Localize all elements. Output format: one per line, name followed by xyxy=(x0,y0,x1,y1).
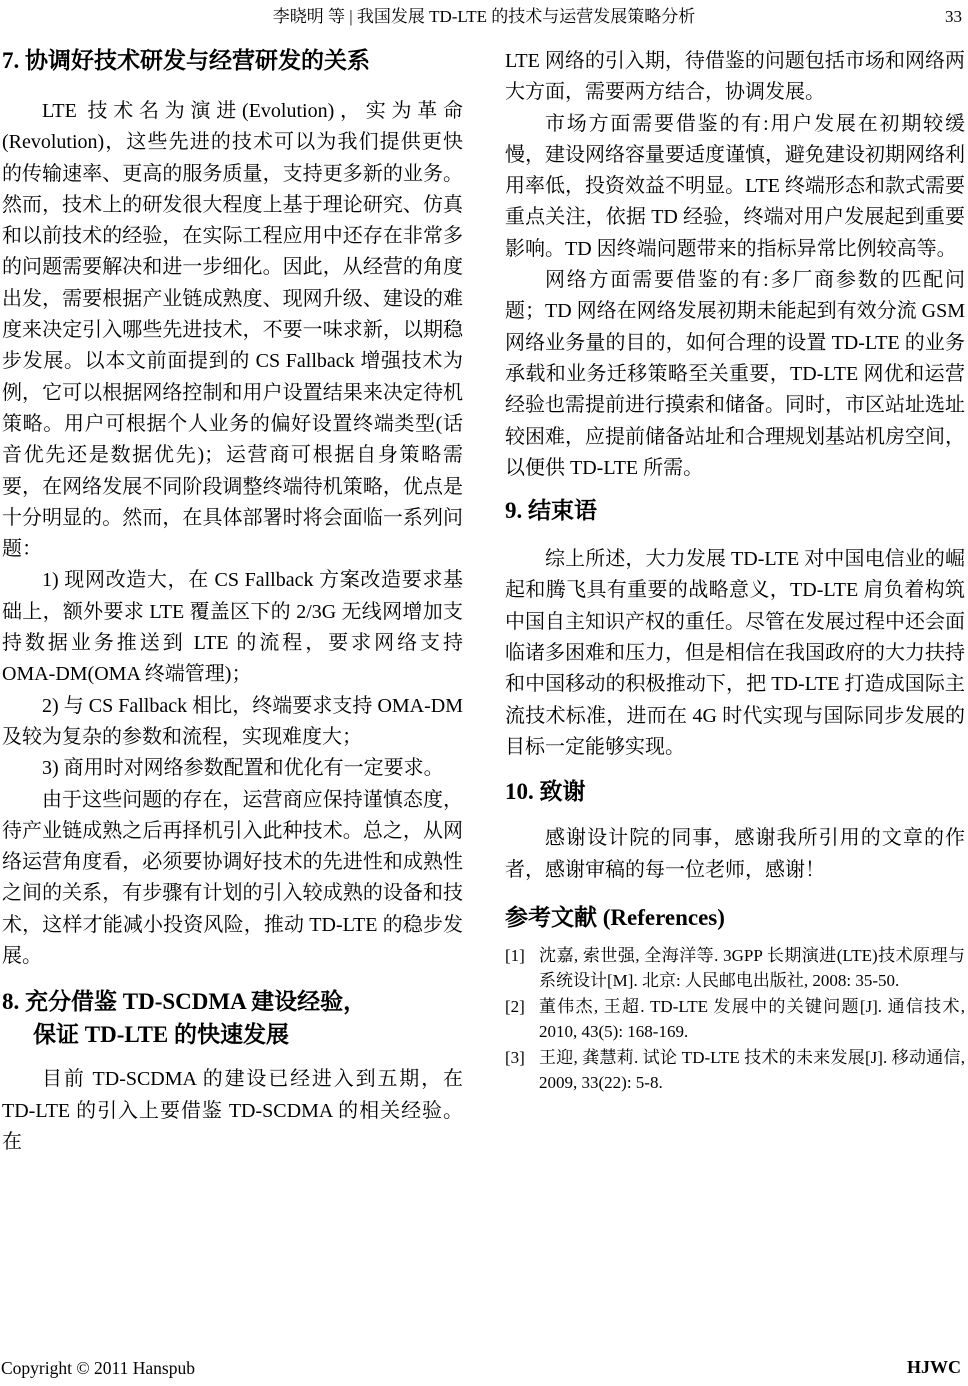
references-heading: 参考文献 (References) xyxy=(505,904,725,930)
section-9-paragraph: 综上所述，大力发展 TD-LTE 对中国电信业的崛起和腾飞具有重要的战略意义，TD-LTE 肩负着构筑中国自主知识产权的重任。尽管在发展过程中还会面临诸多困难和压力，但是相信在我国政府的大力扶持和中国移动的积极推动下，把 TD-LTE 打造成国际主流技术标准，进而在 4G 时代实现与国际同步发展的目标一定能够实现。 xyxy=(505,548,965,758)
reference-text: 王迎, 龚慧莉. 试论 TD-LTE 技术的未来发展[J]. 移动通信, 2009, 33(22): 5-8. xyxy=(539,1047,965,1093)
page-number: 33 xyxy=(945,7,962,26)
reference-item xyxy=(505,994,965,1045)
reference-label: [2] xyxy=(505,996,525,1016)
section-8-paragraph-continued: LTE 网络的引入期，待借鉴的问题包括市场和网络两大方面，需要两方结合，协调发展。 xyxy=(505,50,965,104)
section-9-heading: 9. 结束语 xyxy=(505,498,597,524)
section-10-heading: 10. 致谢 xyxy=(505,779,586,805)
reference-label: [1] xyxy=(505,945,525,965)
reference-item xyxy=(505,1045,965,1096)
section-10-paragraph: 感谢设计院的同事，感谢我所引用的文章的作者，感谢审稿的每一位老师，感谢！ xyxy=(505,827,965,881)
section-7-heading: 7. 协调好技术研发与经营研发的关系 xyxy=(2,48,370,73)
section-7-list-item-2: 2) 与 CS Fallback 相比，终端要求支持 OMA-DM 及较为复杂的参数和流程，实现难度大； xyxy=(2,694,463,748)
section-7-paragraph: LTE 技术名为演进(Evolution)，实为革命(Revolution)，这些先进的技术可以为我们提供更快的传输速率、更高的服务质量，支持更多新的业务。然而，技术上的研发很大程度上基于理论研究、仿真和以前技术的经验，在实际工程应用中还存在非常多的问题需要解决和进一步细化。因此，从经营的角度出发，需要根据产业链成熟度、现网升级、建设的难度来决定引入哪些先进技术，不要一味求新，以期稳步发展。以本文前面提到的 CS Fallback 增强技术为例，它可以根据网络控制和用户设置结果来决定待机策略。用户可根据个人业务的偏好设置终端类型(话音优先还是数据优先)；运营商可根据自身策略需要，在网络发展不同阶段调整终端待机策略，优点是十分明显的。然而，在具体部署时将会面临一系列问题： xyxy=(2,100,463,561)
section-8-paragraph: 市场方面需要借鉴的有:用户发展在初期较缓慢，建设网络容量要适度谨慎，避免建设初期网络利用率低，投资效益不明显。LTE 终端形态和款式需要重点关注，依据 TD 经验，终端对用户发展起到重要影响。TD 因终端问题带来的指标异常比例较高等。 xyxy=(505,112,965,260)
section-8-heading-line-1: 8. 充分借鉴 TD-SCDMA 建设经验， xyxy=(2,989,367,1015)
running-head-title: 李晓明 等 | 我国发展 TD-LTE 的技术与运营发展策略分析 xyxy=(272,7,696,26)
reference-label: [3] xyxy=(505,1047,525,1067)
section-7-paragraph: 由于这些问题的存在，运营商应保持谨慎态度，待产业链成熟之后再择机引入此种技术。总之，从网络运营角度看，必须要协调好技术的先进性和成熟性之间的关系，有步骤有计划的引入较成熟的设备和技术，这样才能减小投资风险，推动 TD-LTE 的稳步发展。 xyxy=(2,788,463,968)
left-column xyxy=(2,44,463,1158)
footer-copyright: Copyright © 2011 Hanspub xyxy=(1,1358,195,1378)
reference-item xyxy=(505,943,965,994)
section-8-paragraph: 网络方面需要借鉴的有:多厂商参数的匹配问题；TD 网络在网络发展初期未能起到有效分流 GSM 网络业务量的目的，如何合理的设置 TD-LTE 的业务承载和业务迁移策略至关重要，TD-LTE 网优和运营经验也需提前进行摸索和储备。同时，市区站址选址较困难，应提前储备站址和合理规划基站机房空间，以便供 TD-LTE 所需。 xyxy=(505,269,966,479)
section-8-heading-line-2: 保证 TD-LTE 的快速发展 xyxy=(33,1022,290,1048)
footer-journal-code: HJWC xyxy=(907,1357,961,1377)
section-7-list-item-3: 3) 商用时对网络参数配置和优化有一定要求。 xyxy=(42,757,444,780)
reference-text: 董伟杰, 王超. TD-LTE 发展中的关键问题[J]. 通信技术, 2010, 43(5): 168-169. xyxy=(539,996,965,1042)
section-8-paragraph: 目前 TD-SCDMA 的建设已经进入到五期，在 TD-LTE 的引入上要借鉴 TD-SCDMA 的相关经验。在 xyxy=(2,1068,463,1153)
section-8-heading xyxy=(2,985,463,1051)
right-column xyxy=(505,46,965,1096)
section-7-list-item-1: 1) 现网改造大，在 CS Fallback 方案改造要求基础上，额外要求 LTE 覆盖区下的 2/3G 无线网增加支持数据业务推送到 LTE 的流程，要求网络支持 OMA-DM(OMA 终端管理)； xyxy=(2,569,463,686)
reference-text: 沈嘉, 索世强, 全海洋等. 3GPP 长期演进(LTE)技术原理与系统设计[M]. 北京: 人民邮电出版社, 2008: 35-50. xyxy=(539,945,965,991)
